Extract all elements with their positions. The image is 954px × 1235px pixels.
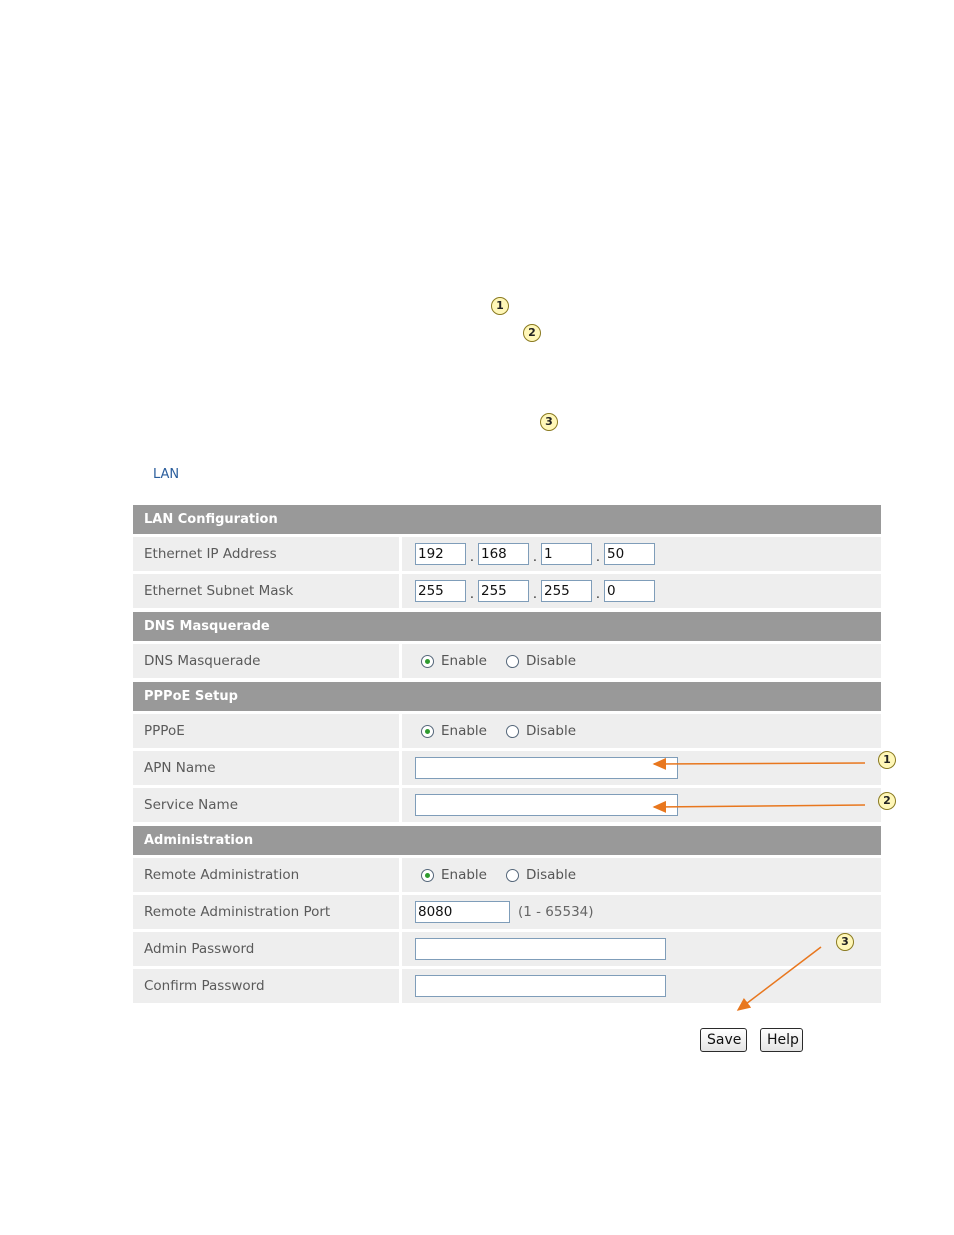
callout-badge-3-side: 3 [836,933,854,951]
callout-badge-3: 3 [540,413,558,431]
arrow-to-service-name [654,805,865,807]
ethernet-ip-label: Ethernet IP Address [133,537,399,571]
mask-octet-3-input[interactable]: 255 [541,580,592,602]
remote-admin-port-label: Remote Administration Port [133,895,399,929]
ip-dot: . [595,549,601,565]
subnet-mask-label: Ethernet Subnet Mask [133,574,399,608]
apn-name-label: APN Name [133,751,399,785]
pppoe-enable-label: Enable [441,723,487,739]
dns-enable-label: Enable [441,653,487,669]
callout-badge-2: 2 [523,324,541,342]
callout-badge-1: 1 [491,297,509,315]
help-button[interactable]: Help [760,1028,803,1052]
arrow-to-apn-name [654,763,865,764]
mask-octet-1-input[interactable]: 255 [415,580,466,602]
ip-dot: . [469,549,475,565]
ip-octet-4-input[interactable]: 50 [604,543,655,565]
admin-password-label: Admin Password [133,932,399,966]
ip-octet-1-input[interactable]: 192 [415,543,466,565]
mask-octet-4-input[interactable]: 0 [604,580,655,602]
pppoe-label: PPPoE [133,714,399,748]
mask-dot: . [469,586,475,602]
ip-dot: . [532,549,538,565]
save-button[interactable]: Save [700,1028,747,1052]
section-header-lan-configuration: LAN Configuration [133,505,881,534]
arrow-to-save-button [738,947,821,1010]
pppoe-disable-label: Disable [525,723,577,739]
confirm-password-label: Confirm Password [133,969,399,1003]
remote-administration-label: Remote Administration [133,858,399,892]
remote-admin-disable-label: Disable [525,867,577,883]
mask-dot: . [532,586,538,602]
port-range-hint: (1 - 65534) [518,904,594,920]
ip-octet-3-input[interactable]: 1 [541,543,592,565]
breadcrumb-lan-link[interactable]: LAN [153,467,180,482]
mask-octet-2-input[interactable]: 255 [478,580,529,602]
remote-admin-enable-label: Enable [441,867,487,883]
dns-disable-label: Disable [525,653,577,669]
section-header-administration: Administration [133,826,881,855]
remote-admin-port-input[interactable]: 8080 [415,901,510,923]
service-name-label: Service Name [133,788,399,822]
section-header-pppoe-setup: PPPoE Setup [133,682,881,711]
callout-badge-2-side: 2 [878,792,896,810]
dns-masquerade-label: DNS Masquerade [133,644,399,678]
ip-octet-2-input[interactable]: 168 [478,543,529,565]
section-header-dns-masquerade: DNS Masquerade [133,612,881,641]
mask-dot: . [595,586,601,602]
callout-badge-1-side: 1 [878,751,896,769]
